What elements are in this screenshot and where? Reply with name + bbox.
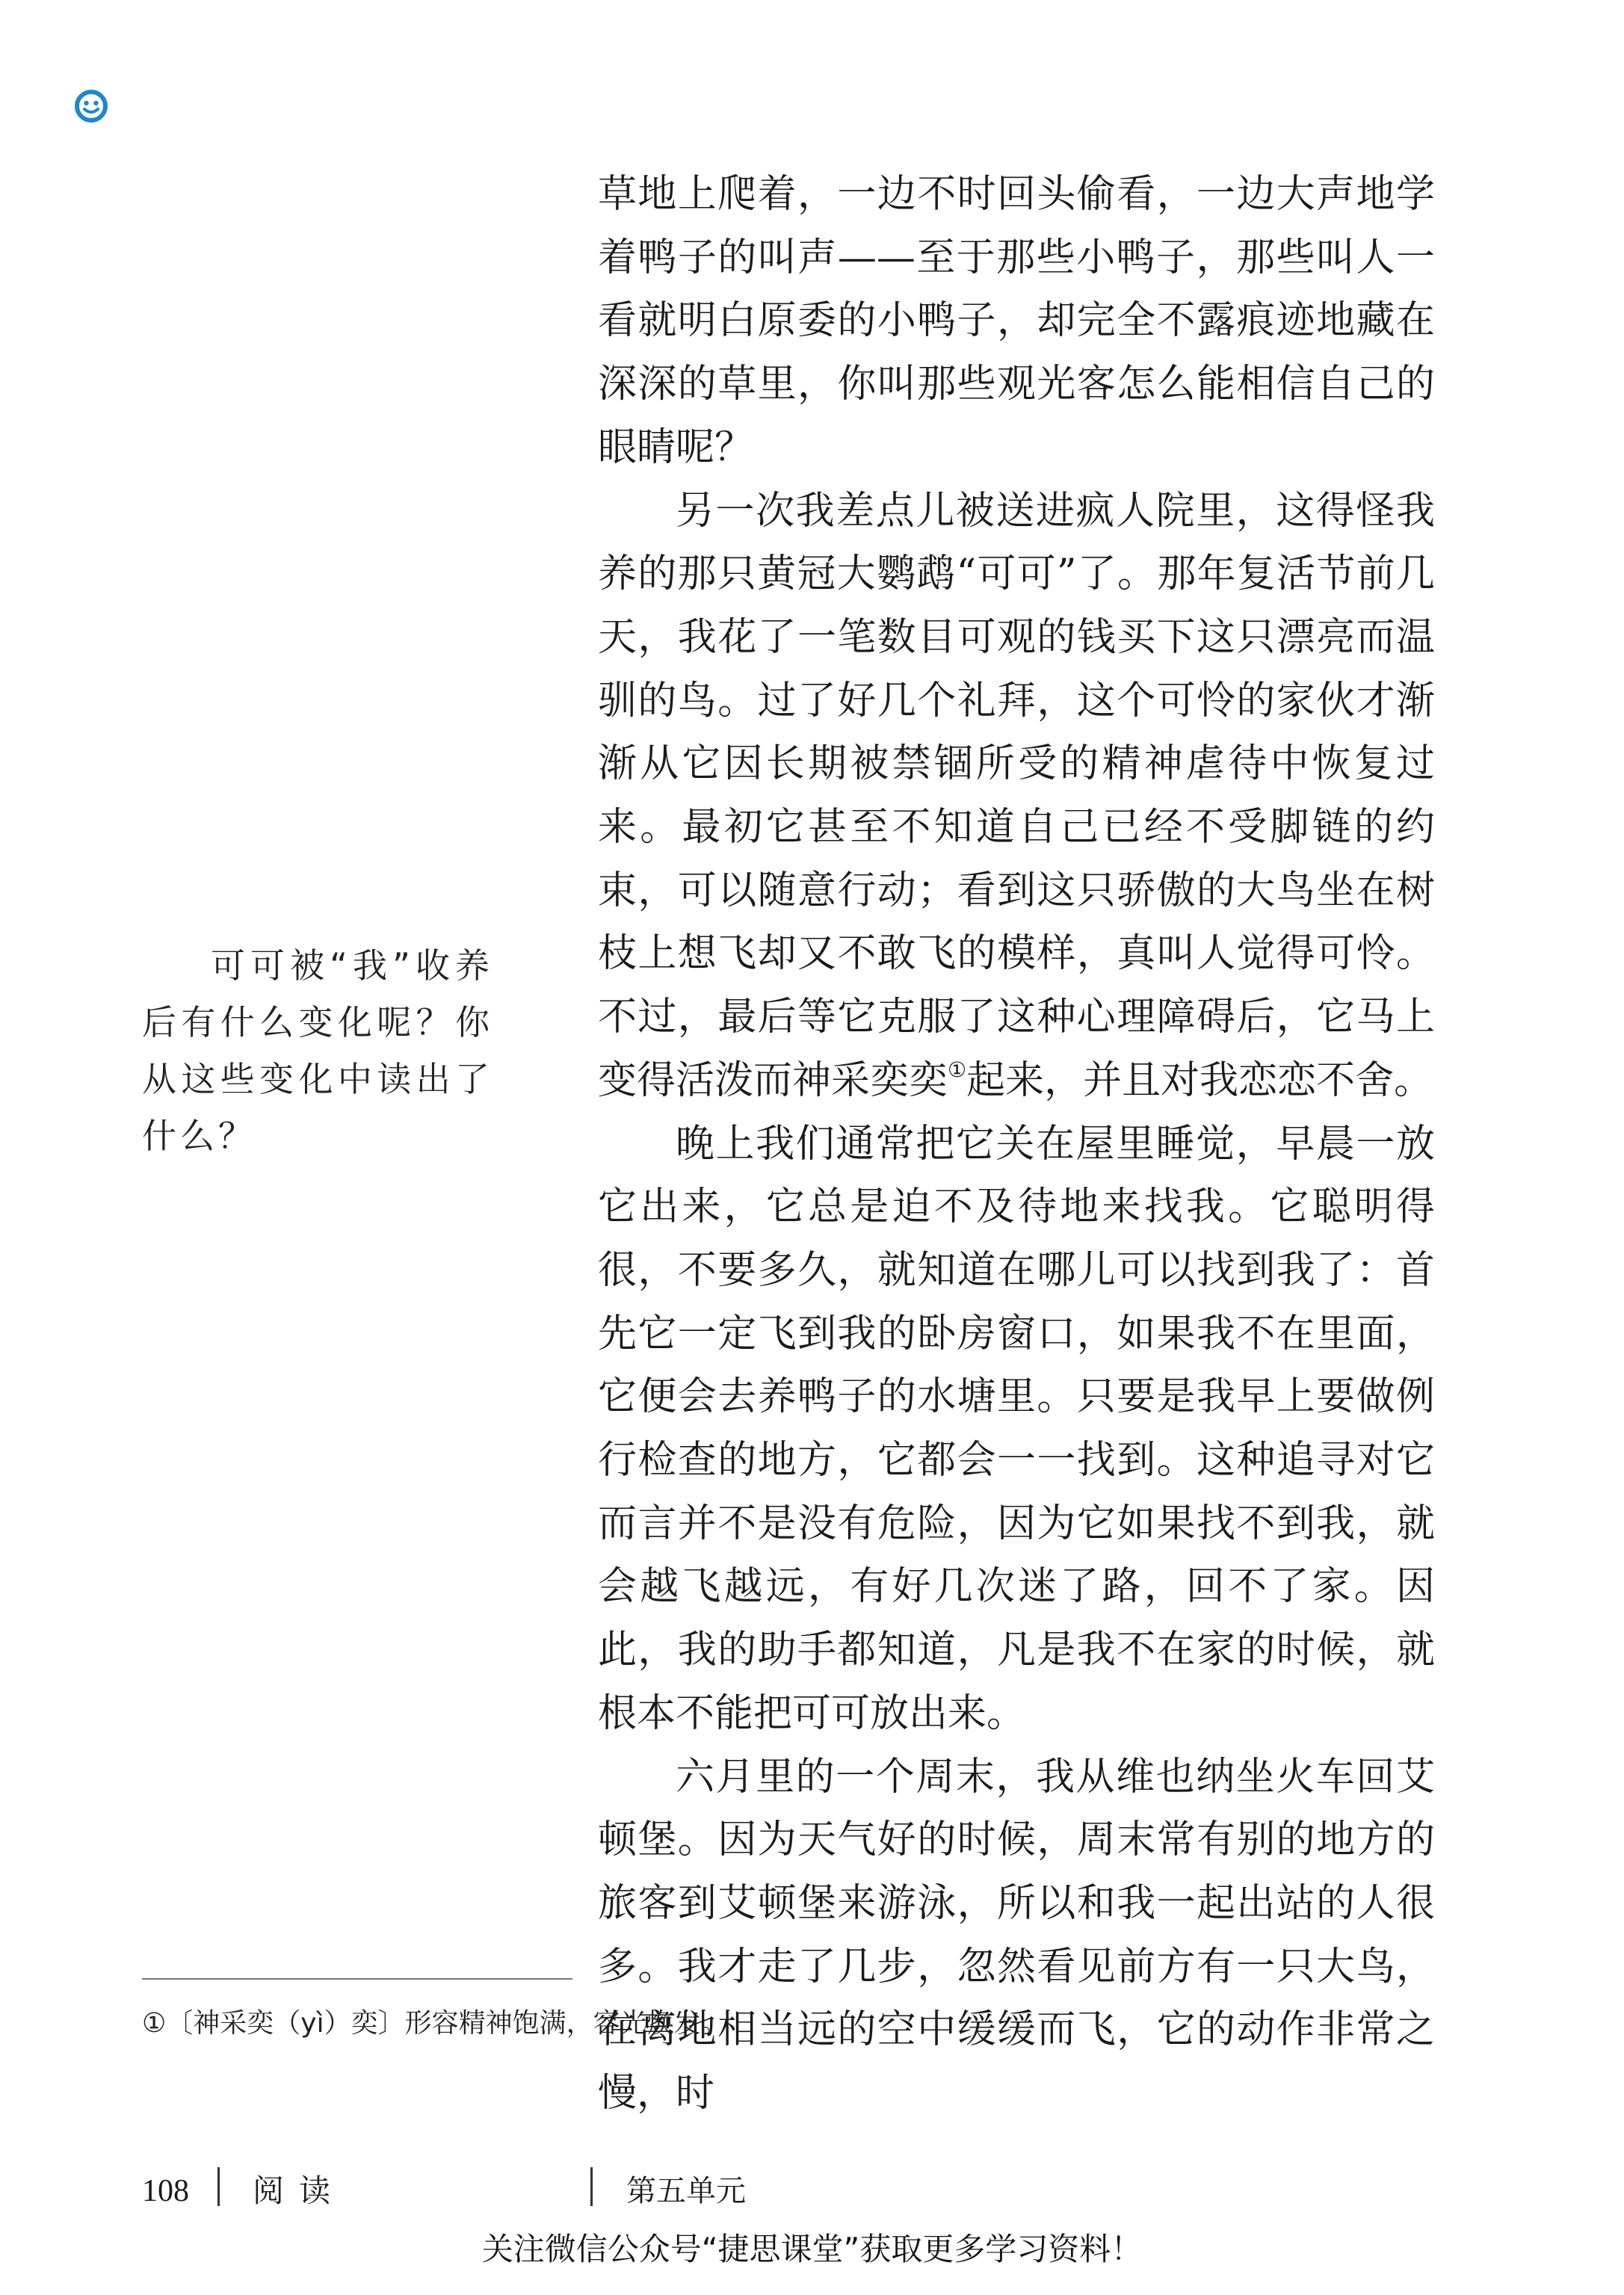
footer-unit-label: 第五单元 xyxy=(626,2174,746,2208)
paragraph-text: 起来，并且对我恋恋不舍。 xyxy=(966,1057,1433,1103)
page-number: 108 xyxy=(142,2174,189,2208)
paragraph: 六月里的一个周末，我从维也纳坐火车回艾顿堡。因为天气好的时候，周末常有别的地方的旅客到艾顿堡来游泳，所以和我一起出站的人很多。我才走了几步，忽然看见前方有一只大鸟，在离地相当远的空中缓缓而飞，它的动作非常之慢，时 xyxy=(598,1754,1435,2116)
margin-question-text: 可可被“我”收养后有什么变化呢？你从这些变化中读出了什么？ xyxy=(142,945,493,1156)
footnote-divider xyxy=(142,1978,572,1980)
footer-section-label: 阅读 xyxy=(253,2172,346,2209)
footer-divider xyxy=(217,2167,220,2206)
main-text xyxy=(598,163,1435,2125)
footer-divider xyxy=(590,2167,593,2206)
smiley-face-icon xyxy=(73,88,109,124)
paragraph: 晚上我们通常把它关在屋里睡觉，早晨一放它出来，它总是迫不及待地来找我。它聪明得很，不要多久，就知道在哪儿可以找到我了：首先它一定飞到我的卧房窗口，如果我不在里面，它便会去养鸭子的水塘里。只要是我早上要做例行检查的地方，它都会一一找到。这种追寻对它而言并不是没有危险，因为它如果找不到我，就会越飞越远，有好几次迷了路，回不了家。因此，我的助手都知道，凡是我不在家的时候，就根本不能把可可放出来。 xyxy=(598,1121,1435,1736)
paragraph-text: 另一次我差点儿被送进疯人院里，这得怪我养的那只黄冠大鹦鹉“可可”了。那年复活节前几天，我花了一笔数目可观的钱买下这只漂亮而温驯的鸟。过了好几个礼拜，这个可怜的家伙才渐渐从它因长期被禁锢所受的精神虐待中恢复过来。最初它甚至不知道自己已经不受脚链的约束，可以随意行动；看到这只骄傲的大鸟坐在树枝上想飞却又不敢飞的模样，真叫人觉得可怜。不过，最后等它克服了这种心理障碍后，它马上变得活泼而神采奕奕 xyxy=(598,488,1435,1103)
margin-question xyxy=(142,937,493,1164)
footnote-marker: ① xyxy=(948,1057,967,1082)
paragraph: 草地上爬着，一边不时回头偷看，一边大声地学着鸭子的叫声——至于那些小鸭子，那些叫人一看就明白原委的小鸭子，却完全不露痕迹地藏在深深的草里，你叫那些观光客怎么能相信自己的眼睛呢？ xyxy=(598,172,1435,470)
wechat-promo-note: 关注微信公众号“捷思课堂”获取更多学习资料！ xyxy=(481,2231,1143,2267)
footnote: ①〔神采奕（yì）奕〕形容精神饱满，容光焕发。 xyxy=(142,2008,728,2039)
paragraph xyxy=(598,480,1435,1113)
